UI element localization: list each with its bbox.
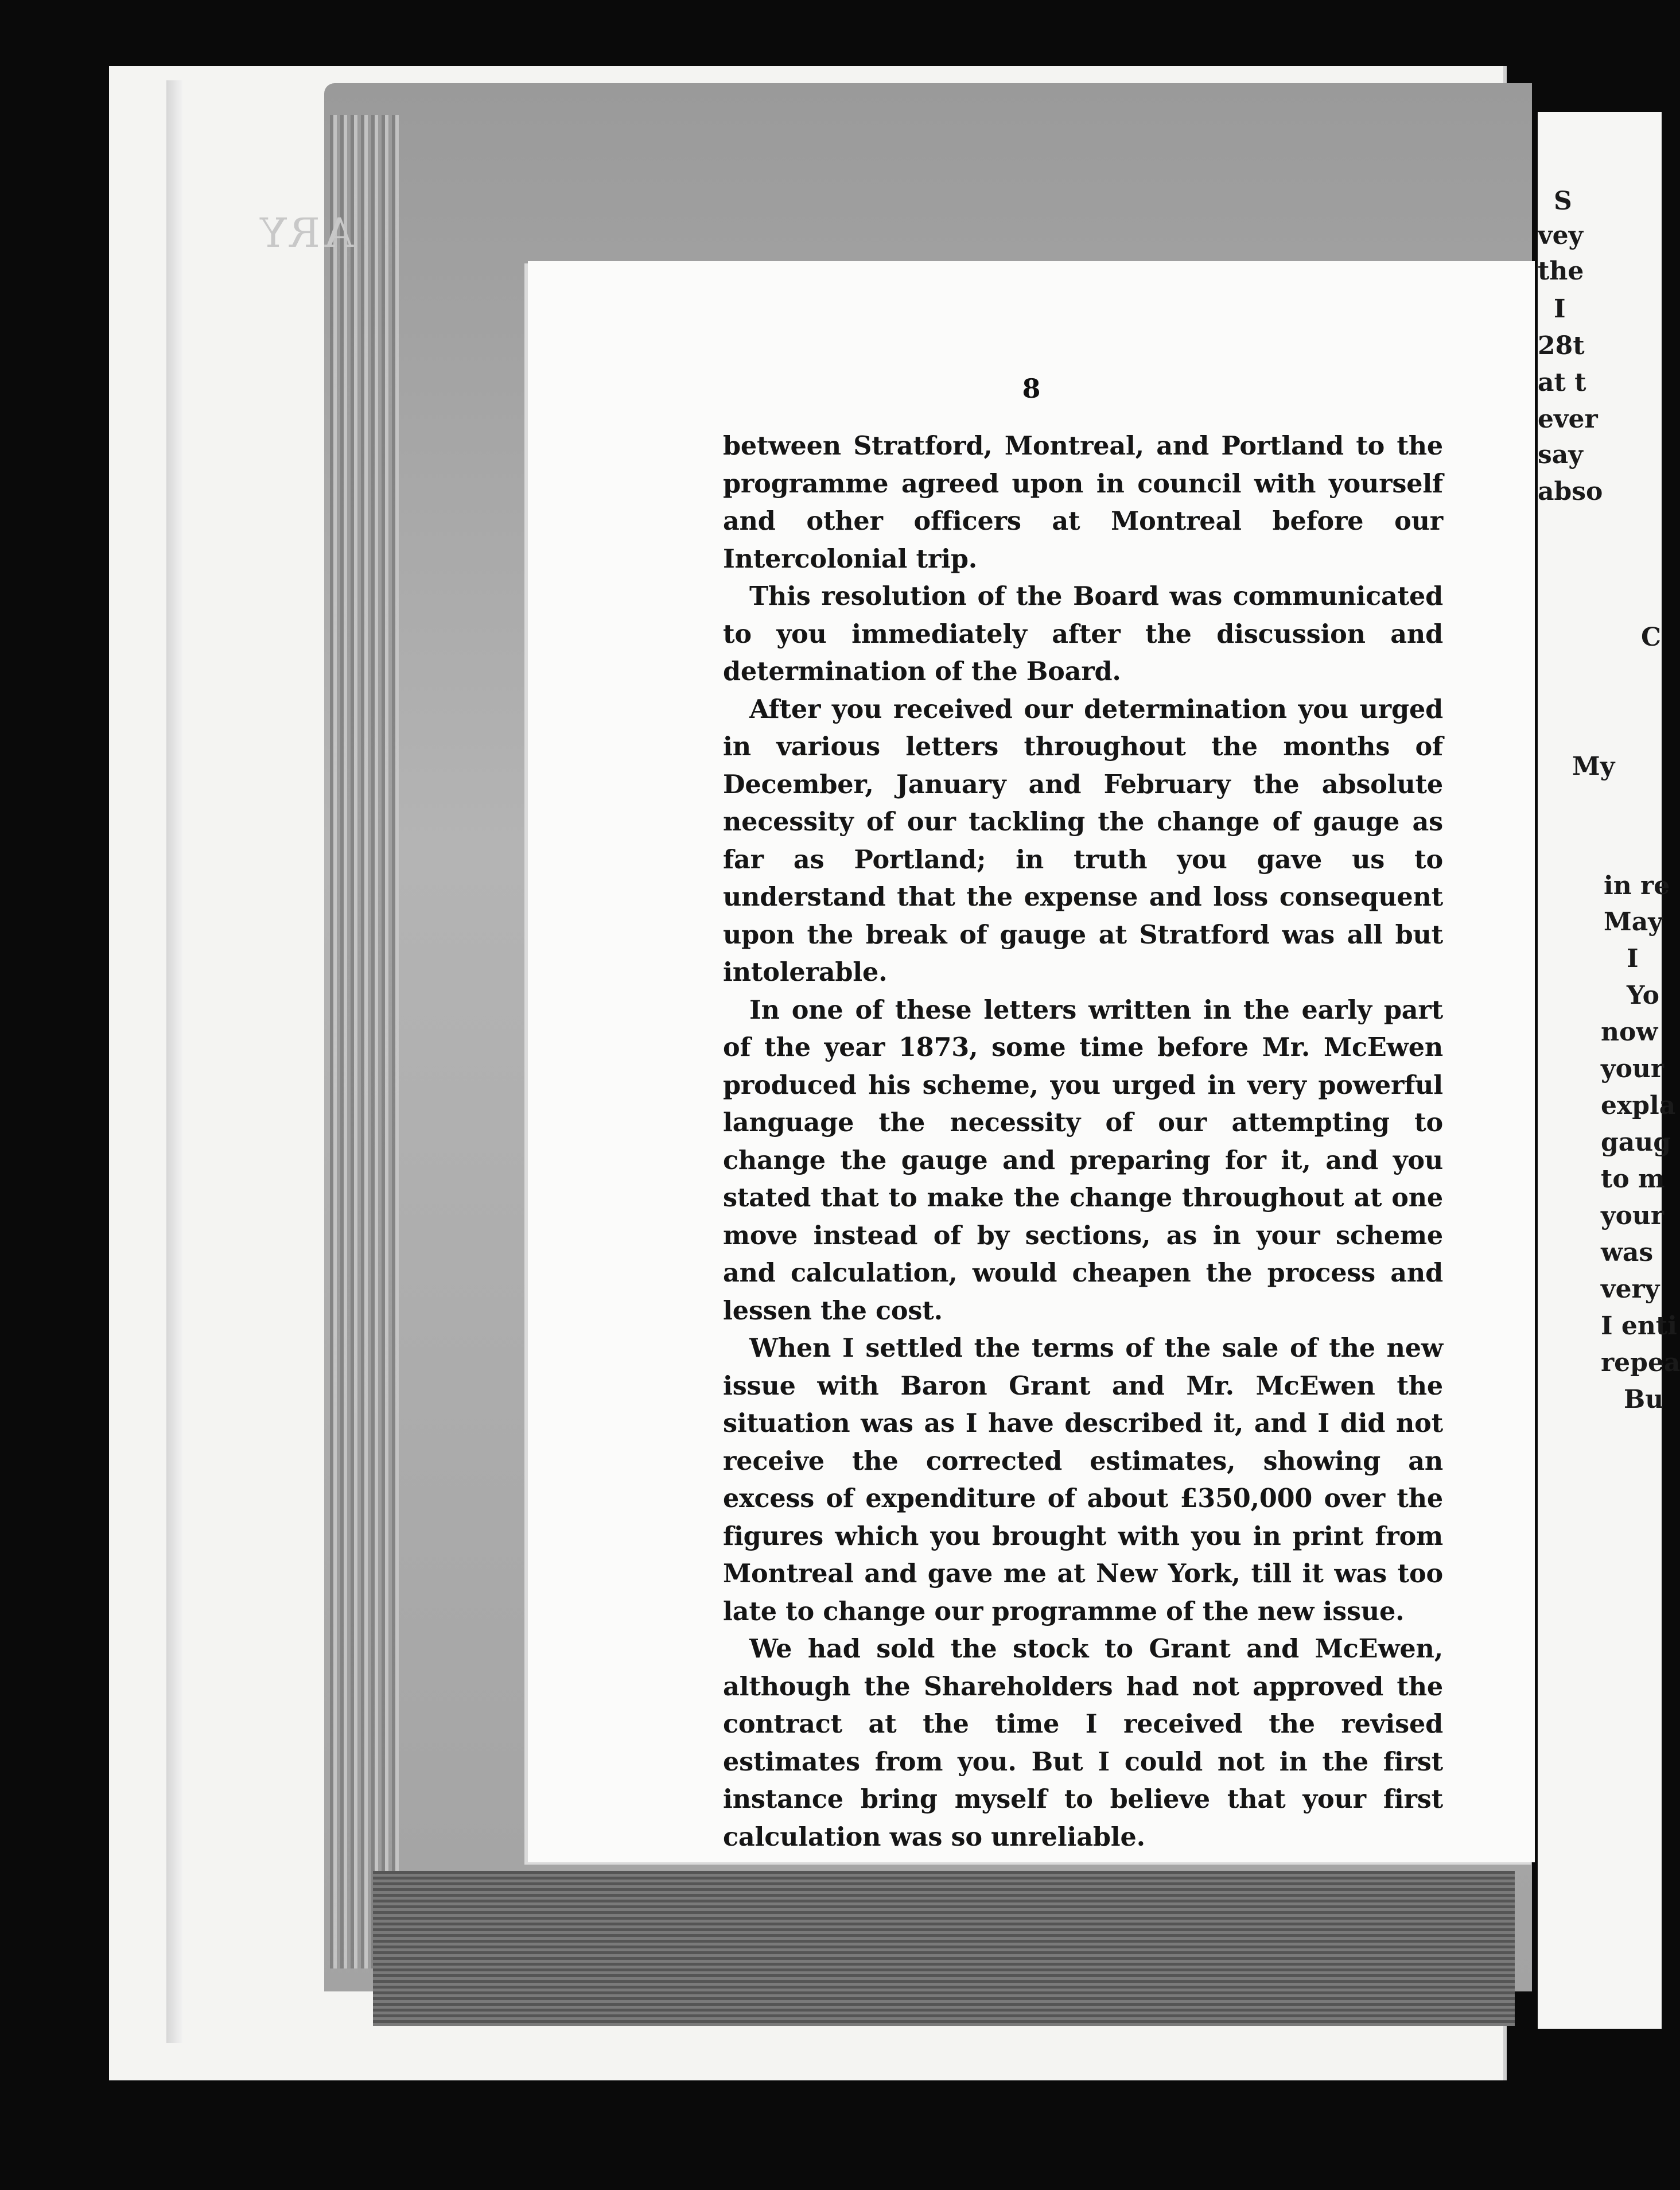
facing-page-fragment: abso xyxy=(1538,477,1603,506)
facing-page-fragment: gaug xyxy=(1601,1128,1671,1157)
facing-page-fragment: was xyxy=(1601,1238,1654,1267)
facing-page-fragment: ever xyxy=(1538,405,1598,434)
paragraph: After you received our determination you urged in various letters throughout the months of December, January and February the absolute necessity of our tackling the change of gauge as far as Portland; in truth you gave us to understand that the expense and loss consequent upon the break of gauge at Stratford was all but intolerable. xyxy=(723,694,1443,987)
paragraph: In one of these letters written in the early part of the year 1873, some time before Mr. McEwen produced his scheme, you urged in very powerful language the necessity of our attempting to change the gauge and preparing for it, and you stated that to make the change throughout at one move instead of by sections, as in your scheme and calculation, would cheapen the process and lessen the cost. xyxy=(723,995,1443,1326)
facing-page-fragment: repea xyxy=(1601,1348,1680,1377)
board-bottom-edge xyxy=(373,1871,1515,2026)
page-number: 8 xyxy=(1022,373,1041,404)
facing-page-fragment: expla xyxy=(1601,1091,1676,1120)
facing-page-fragment: very xyxy=(1601,1275,1660,1304)
paragraph: This resolution of the Board was communicated to you immediately after the discussion and determination of the Board. xyxy=(723,581,1443,686)
facing-page-fragment: 28t xyxy=(1538,331,1585,360)
facing-page-fragment: your xyxy=(1601,1054,1665,1084)
facing-page xyxy=(1538,112,1680,2029)
facing-page-fragment: to m xyxy=(1601,1164,1665,1194)
facing-page-fragment: Yo xyxy=(1627,981,1659,1010)
facing-page-fragment: I enti xyxy=(1601,1311,1677,1341)
body-text xyxy=(723,428,1443,1856)
facing-page-fragment: the xyxy=(1538,257,1584,286)
facing-page-fragment: say xyxy=(1538,440,1583,469)
facing-page-fragment: S xyxy=(1554,187,1572,216)
facing-page-fragment: I xyxy=(1627,944,1639,973)
facing-page-fragment: at t xyxy=(1538,368,1586,397)
paragraph: When I settled the terms of the sale of the new issue with Baron Grant and Mr. McEwen the situation was as I have described it, and I did not receive the corrected estimates, showing an excess of expenditure of about £350,000 over the figures which you brought with you in print from Montreal and gave me at New York, till it was too late to change our programme of the new issue. xyxy=(723,1333,1443,1626)
facing-page-fragment: C xyxy=(1641,623,1662,652)
paragraph: between Stratford, Montreal, and Portland to the programme agreed upon in council with yourself and other officers at Montreal before our Intercolonial trip. xyxy=(723,431,1443,574)
facing-page-fragment: Bu xyxy=(1624,1385,1664,1414)
library-stamp-bleed: ARY xyxy=(255,209,354,257)
facing-page-fragment: May xyxy=(1604,907,1663,937)
paragraph: We had sold the stock to Grant and McEwen, although the Shareholders had not approved the contract at the time I received the revised estimates from you. But I could not in the first instance bring myself to believe that your first calculation was so unreliable. xyxy=(723,1634,1443,1852)
printed-page xyxy=(528,261,1535,1862)
page-edges xyxy=(330,115,399,1968)
facing-page-fragment: in re xyxy=(1604,871,1670,900)
facing-page-fragment: I xyxy=(1554,294,1566,324)
facing-page-fragment: your xyxy=(1601,1201,1665,1230)
mount-fold xyxy=(166,80,182,2043)
facing-page-fragment: now xyxy=(1601,1018,1658,1047)
facing-page-fragment: vey xyxy=(1538,221,1584,250)
facing-page-fragment: My xyxy=(1572,752,1615,781)
